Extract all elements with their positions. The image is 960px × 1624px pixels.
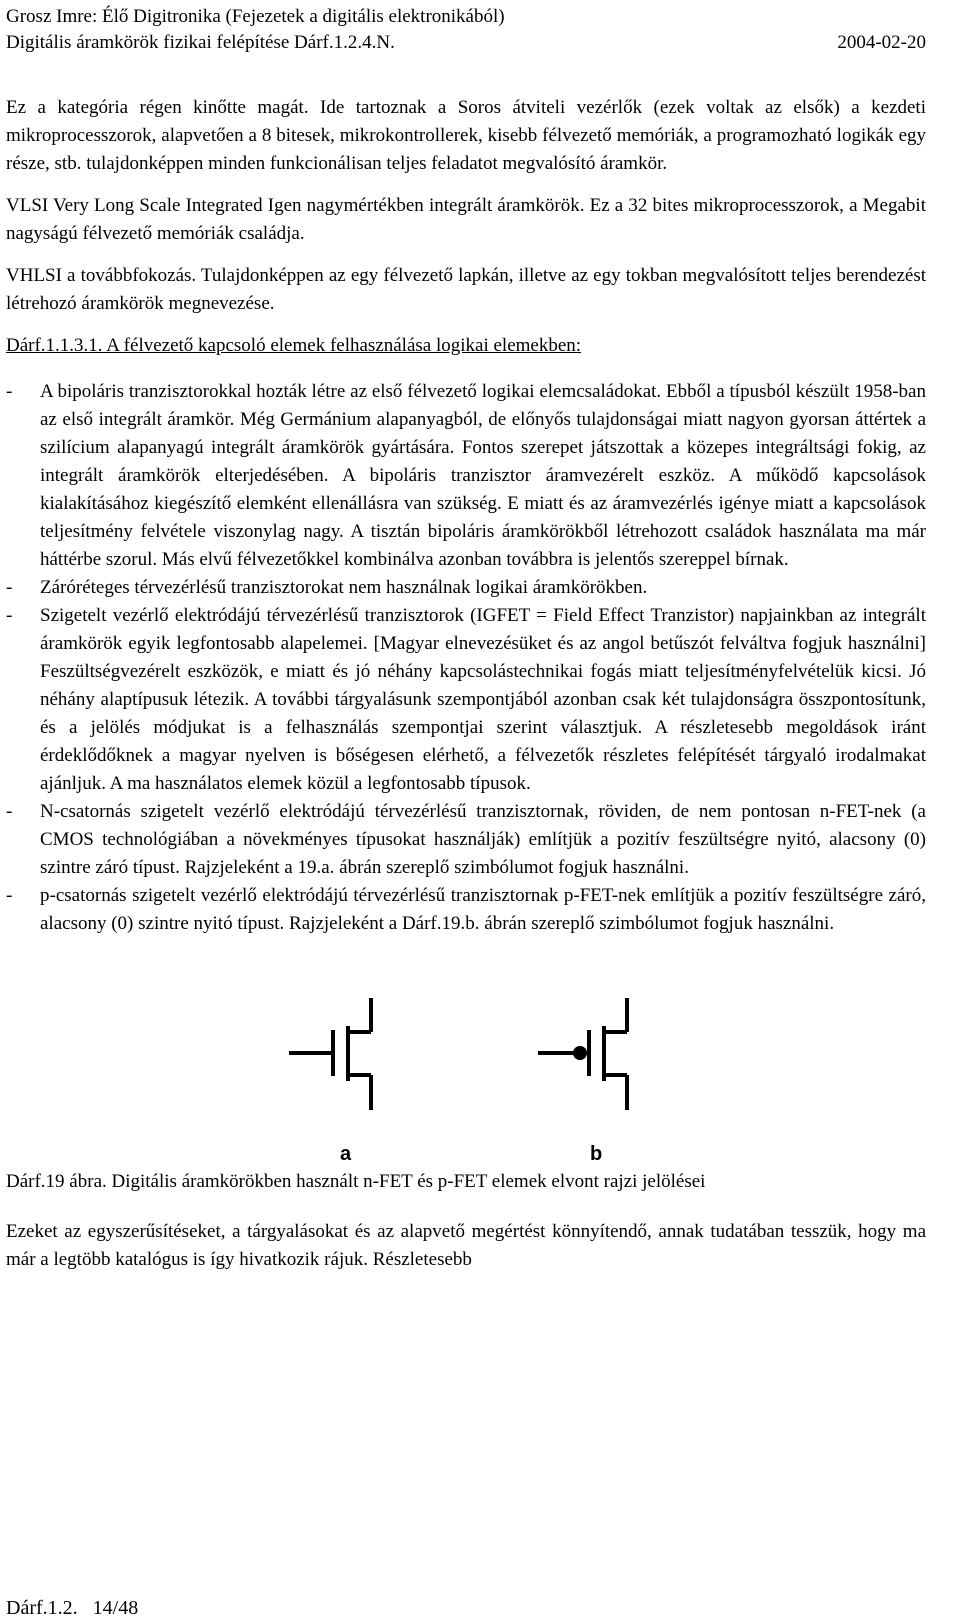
header-title: Grosz Imre: Élő Digitronika (Fejezetek a digitális elektronikából)	[6, 6, 505, 27]
header-subtitle-row	[6, 30, 926, 56]
paragraph-vhlsi: VHLSI a továbbfokozás. Tulajdonképpen az egy félvezető lapkán, illetve az egy tokban megvalósított teljes berendezést létrehozó áramkörök megnevezése.	[6, 265, 926, 314]
fet-symbols-drawing	[6, 978, 926, 1168]
figure-label-b: b	[590, 1143, 603, 1165]
header-date: 2004-02-20	[837, 32, 926, 53]
section-heading: Dárf.1.1.3.1. A félvezető kapcsoló elemek felhasználása logikai elemekben:	[6, 335, 582, 356]
page-header	[6, 0, 926, 56]
paragraph-lsi: Ez a kategória régen kinőtte magát. Ide tartoznak a Soros átviteli vezérlők (ezek voltak az elsők) a kezdeti mikroprocesszorok, alapvetően a 8 bitesek, mikrokontrollerek, kisebb félvezető memóriák, a programozható logikák egy része, stb. tulajdonképpen minden funkcionálisan teljes feladatot megvalósító áramkör.	[6, 97, 926, 174]
paragraph-closing: Ezeket az egyszerűsítéseket, a tárgyalásokat és az alapvető megértést könnyítendő, annak tudatában tesszük, hogy ma már a legtöbb katalógus is így hivatkozik rájuk. Részletesebb	[6, 1221, 926, 1270]
page-number: Dárf.1.2. 14/48	[6, 1597, 139, 1619]
list-item	[6, 574, 926, 602]
list-item-text: A bipoláris tranzisztorokkal hozták létre az első félvezető logikai elemcsaládokat. Ebből a típusból készült 1958-ban az első integrált áramkör. Még Germánium alapanyagból, de előnyős tulajdonságai miatt nagyon gyorsan áttértek a szilícium alapanyagú integrált áramkörök gyártására. Fontos szerepet játszottak a közepes integráltsági fokig, az integrált áramkörök elterjedésében. A bipoláris tranzisztor áramvezérelt eszköz. A működő kapcsolások kialakításához kiegészítő elemként ellenállásra van szükség. E miatt és az áramvezérlés igénye miatt a kapcsolások teljesítmény felvétele viszonylag nagy. A tisztán bipoláris áramkörökből létrehozott családok használata ma már háttérbe szorul. Más elvű félvezetőkkel kombinálva azonban továbbra is jelentős szereppel bírnak.	[40, 381, 926, 570]
header-chapter: Digitális áramkörök fizikai felépítése Dárf.1.2.4.N.	[6, 32, 395, 53]
page-footer	[6, 1595, 138, 1621]
document-page	[6, 0, 926, 1288]
bullet-list	[6, 378, 926, 938]
figure-label-a: a	[340, 1143, 352, 1165]
figure-caption: Dárf.19 ábra. Digitális áramkörökben használt n-FET és p-FET elemek elvont rajzi jelölései	[6, 1171, 706, 1192]
list-dash: -	[6, 381, 13, 402]
fet-symbols-figure	[6, 978, 926, 1168]
list-item	[6, 882, 926, 938]
list-item	[6, 602, 926, 798]
list-dash: -	[6, 605, 13, 626]
list-item-text: Szigetelt vezérlő elektródájú térvezérlésű tranzisztorok (IGFET = Field Effect Tranzistor) napjainkban az integrált áramkörök egyik legfontosabb alapelemei. [Magyar elnevezésüket és az angol betűszót felváltva fogjuk használni] Feszültségvezérelt eszközök, e miatt és jó néhány kapcsolástechnikai fogás miatt teljesítményfelvételük kicsi. Jó néhány alaptípusuk létezik. A további tárgyalásunk szempontjából azonban csak két tulajdonságra összpontosítunk, és a jelölés módjukat is a felhasználás szempontjai szerint választjuk. A részletesebb megoldások iránt érdeklődőknek a magyar nyelven is bőségesen elérhető, a félvezetők részletes felépítését tárgyaló irodalmakat ajánljuk. A ma használatos elemek közül a legfontosabb típusok.	[40, 605, 926, 794]
list-item	[6, 378, 926, 574]
list-dash: -	[6, 577, 13, 598]
pfet-symbol-icon	[538, 998, 627, 1110]
list-item-text: N-csatornás szigetelt vezérlő elektródájú térvezérlésű tranzisztornak, röviden, de nem pontosan n-FET-nek (a CMOS technológiában a növekményes típusokat használják) említjük a pozitív feszültségre nyitó, alacsony (0) szintre záró típust. Rajzjeleként a 19.a. ábrán szereplő szimbólumot fogjuk használni.	[40, 801, 926, 878]
nfet-symbol-icon	[289, 998, 371, 1110]
paragraph-vlsi: VLSI Very Long Scale Integrated Igen nagymértékben integrált áramkörök. Ez a 32 bites mikroprocesszorok, a Megabit nagyságú félvezető memóriák családja.	[6, 195, 926, 244]
list-item-text: Záróréteges térvezérlésű tranzisztorokat nem használnak logikai áramkörökben.	[40, 577, 648, 598]
list-dash: -	[6, 885, 13, 906]
list-dash: -	[6, 801, 13, 822]
list-item	[6, 798, 926, 882]
list-item-text: p-csatornás szigetelt vezérlő elektródájú térvezérlésű tranzisztornak p-FET-nek említjük a pozitív feszültségre záró, alacsony (0) szintre nyitó típust. Rajzjeleként a Dárf.19.b. ábrán szereplő szimbólumot fogjuk használni.	[40, 885, 926, 934]
document-body	[6, 94, 926, 1274]
